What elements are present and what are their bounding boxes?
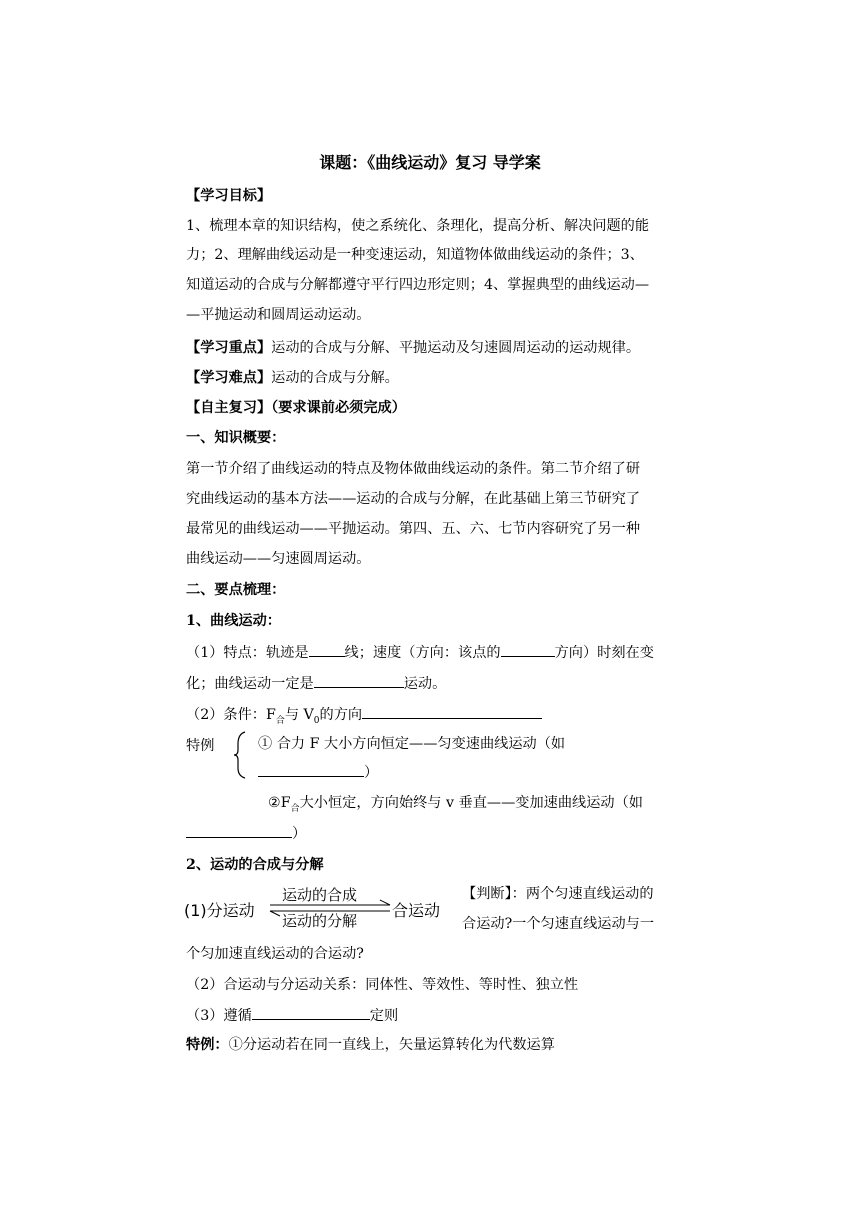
brace-icon	[232, 730, 248, 780]
example-line	[186, 1035, 555, 1055]
special-case-1-close: ）	[364, 765, 379, 781]
special-case-2-end	[186, 823, 306, 844]
example-text: ①分运动若在同一直线上，矢量运算转化为代数运算	[228, 1037, 555, 1053]
composition-diagram	[184, 884, 454, 930]
special-case-2	[268, 793, 643, 813]
special-case-2-text-a: ②F	[268, 795, 291, 811]
objectives-line-3: 知道运动的合成与分解都遵守平行四边形定则；4、掌握典型的曲线运动—	[186, 277, 650, 293]
objectives-line-4: —平抛运动和圆周运动运动。	[186, 307, 371, 323]
judge-line-1: 【判断】：两个匀速直线运动的	[462, 886, 654, 902]
special-case-1-end	[258, 762, 378, 783]
overview-line-2: 究曲线运动的基本方法——运动的合成与分解，在此基础上第三节研究了	[186, 491, 641, 507]
objectives-line-1: 1、梳理本章的知识结构，使之系统化、条理化，提高分析、解决问题的能	[186, 218, 650, 234]
relation-line: （2）合运动与分运动关系：同体性、等效性、等时性、独立性	[186, 977, 579, 993]
special-label: 特例	[186, 738, 215, 754]
judge-line-2: 合运动?一个匀速直线运动与一	[462, 916, 655, 932]
keypoints-text: 运动的合成与分解、平抛运动及匀速圆周运动的运动规律。	[271, 340, 641, 356]
points-heading: 二、要点梳理：	[186, 582, 286, 598]
special-case-2-subscript: 合	[290, 803, 300, 814]
feature-text-b: 线；速度（方向：该点的	[344, 645, 501, 661]
section1-heading: 1、曲线运动：	[186, 613, 281, 629]
feature-text-c: 方向）时刻在变	[554, 645, 654, 661]
overview-heading: 一、知识概要：	[186, 430, 286, 446]
special-case-1: ① 合力 F 大小方向恒定——匀变速曲线运动（如	[258, 736, 566, 752]
condition-subscript: 0	[313, 715, 320, 726]
feature2-text-b: 运动。	[403, 676, 447, 692]
section2-heading: 2、运动的合成与分解	[186, 857, 324, 873]
diagram-composition-label: 运动的合成	[282, 886, 358, 904]
answer-blank[interactable]	[501, 642, 555, 657]
feature-line-2	[186, 673, 446, 694]
feature2-text-a: 化；曲线运动一定是	[186, 676, 314, 692]
answer-blank[interactable]	[186, 823, 292, 838]
page-title: 课题：《曲线运动》复习 导学案	[319, 153, 541, 172]
special-case-2-close: ）	[292, 826, 307, 842]
keypoints-heading: 【学习重点】	[186, 340, 272, 356]
special-case-2-text-b: 大小恒定，方向始终与 v 垂直——变加速曲线运动（如	[299, 795, 643, 811]
follow-line	[186, 1005, 398, 1026]
follow-text-b: 定则	[369, 1008, 399, 1024]
keypoints-row	[186, 338, 640, 358]
condition-text-b: 与 V	[284, 707, 314, 723]
overview-line-3: 最常见的曲线运动——平抛运动。第四、五、六、七节内容研究了另一种	[186, 521, 641, 537]
difficulty-text: 运动的合成与分解。	[271, 370, 399, 386]
follow-text-a: （3）遵循	[186, 1008, 252, 1024]
example-label: 特例：	[186, 1037, 229, 1053]
objectives-heading: 【学习目标】	[186, 188, 272, 204]
condition-text-a: （2）条件：F	[186, 707, 276, 723]
condition-subscript: 合	[275, 715, 285, 726]
diagram-decomposition-label: 运动的分解	[282, 912, 358, 930]
objectives-line-2: 力；2、理解曲线运动是一种变速运动，知道物体做曲线运动的条件；3、	[186, 247, 644, 263]
diagram-component-motion: (1)分运动	[184, 901, 255, 920]
difficulty-row	[186, 368, 399, 388]
diagram-resultant-motion: 合运动	[392, 901, 441, 920]
answer-blank[interactable]	[309, 642, 345, 657]
answer-blank[interactable]	[314, 673, 404, 688]
condition-text-c: 的方向	[319, 707, 363, 723]
feature-line	[186, 642, 654, 663]
feature-text-a: （1）特点：轨迹是	[186, 645, 309, 661]
condition-line	[186, 704, 542, 725]
overview-line-1: 第一节介绍了曲线运动的特点及物体做曲线运动的条件。第二节介绍了研	[186, 461, 641, 477]
answer-blank[interactable]	[252, 1005, 370, 1020]
answer-blank[interactable]	[258, 762, 364, 777]
answer-blank[interactable]	[362, 704, 542, 719]
judge-line-3: 个匀加速直线运动的合运动?	[186, 946, 364, 962]
overview-line-4: 曲线运动——匀速圆周运动。	[186, 551, 371, 567]
difficulty-heading: 【学习难点】	[186, 370, 272, 386]
self-review-heading: 【自主复习】（要求课前必须完成）	[186, 400, 406, 416]
